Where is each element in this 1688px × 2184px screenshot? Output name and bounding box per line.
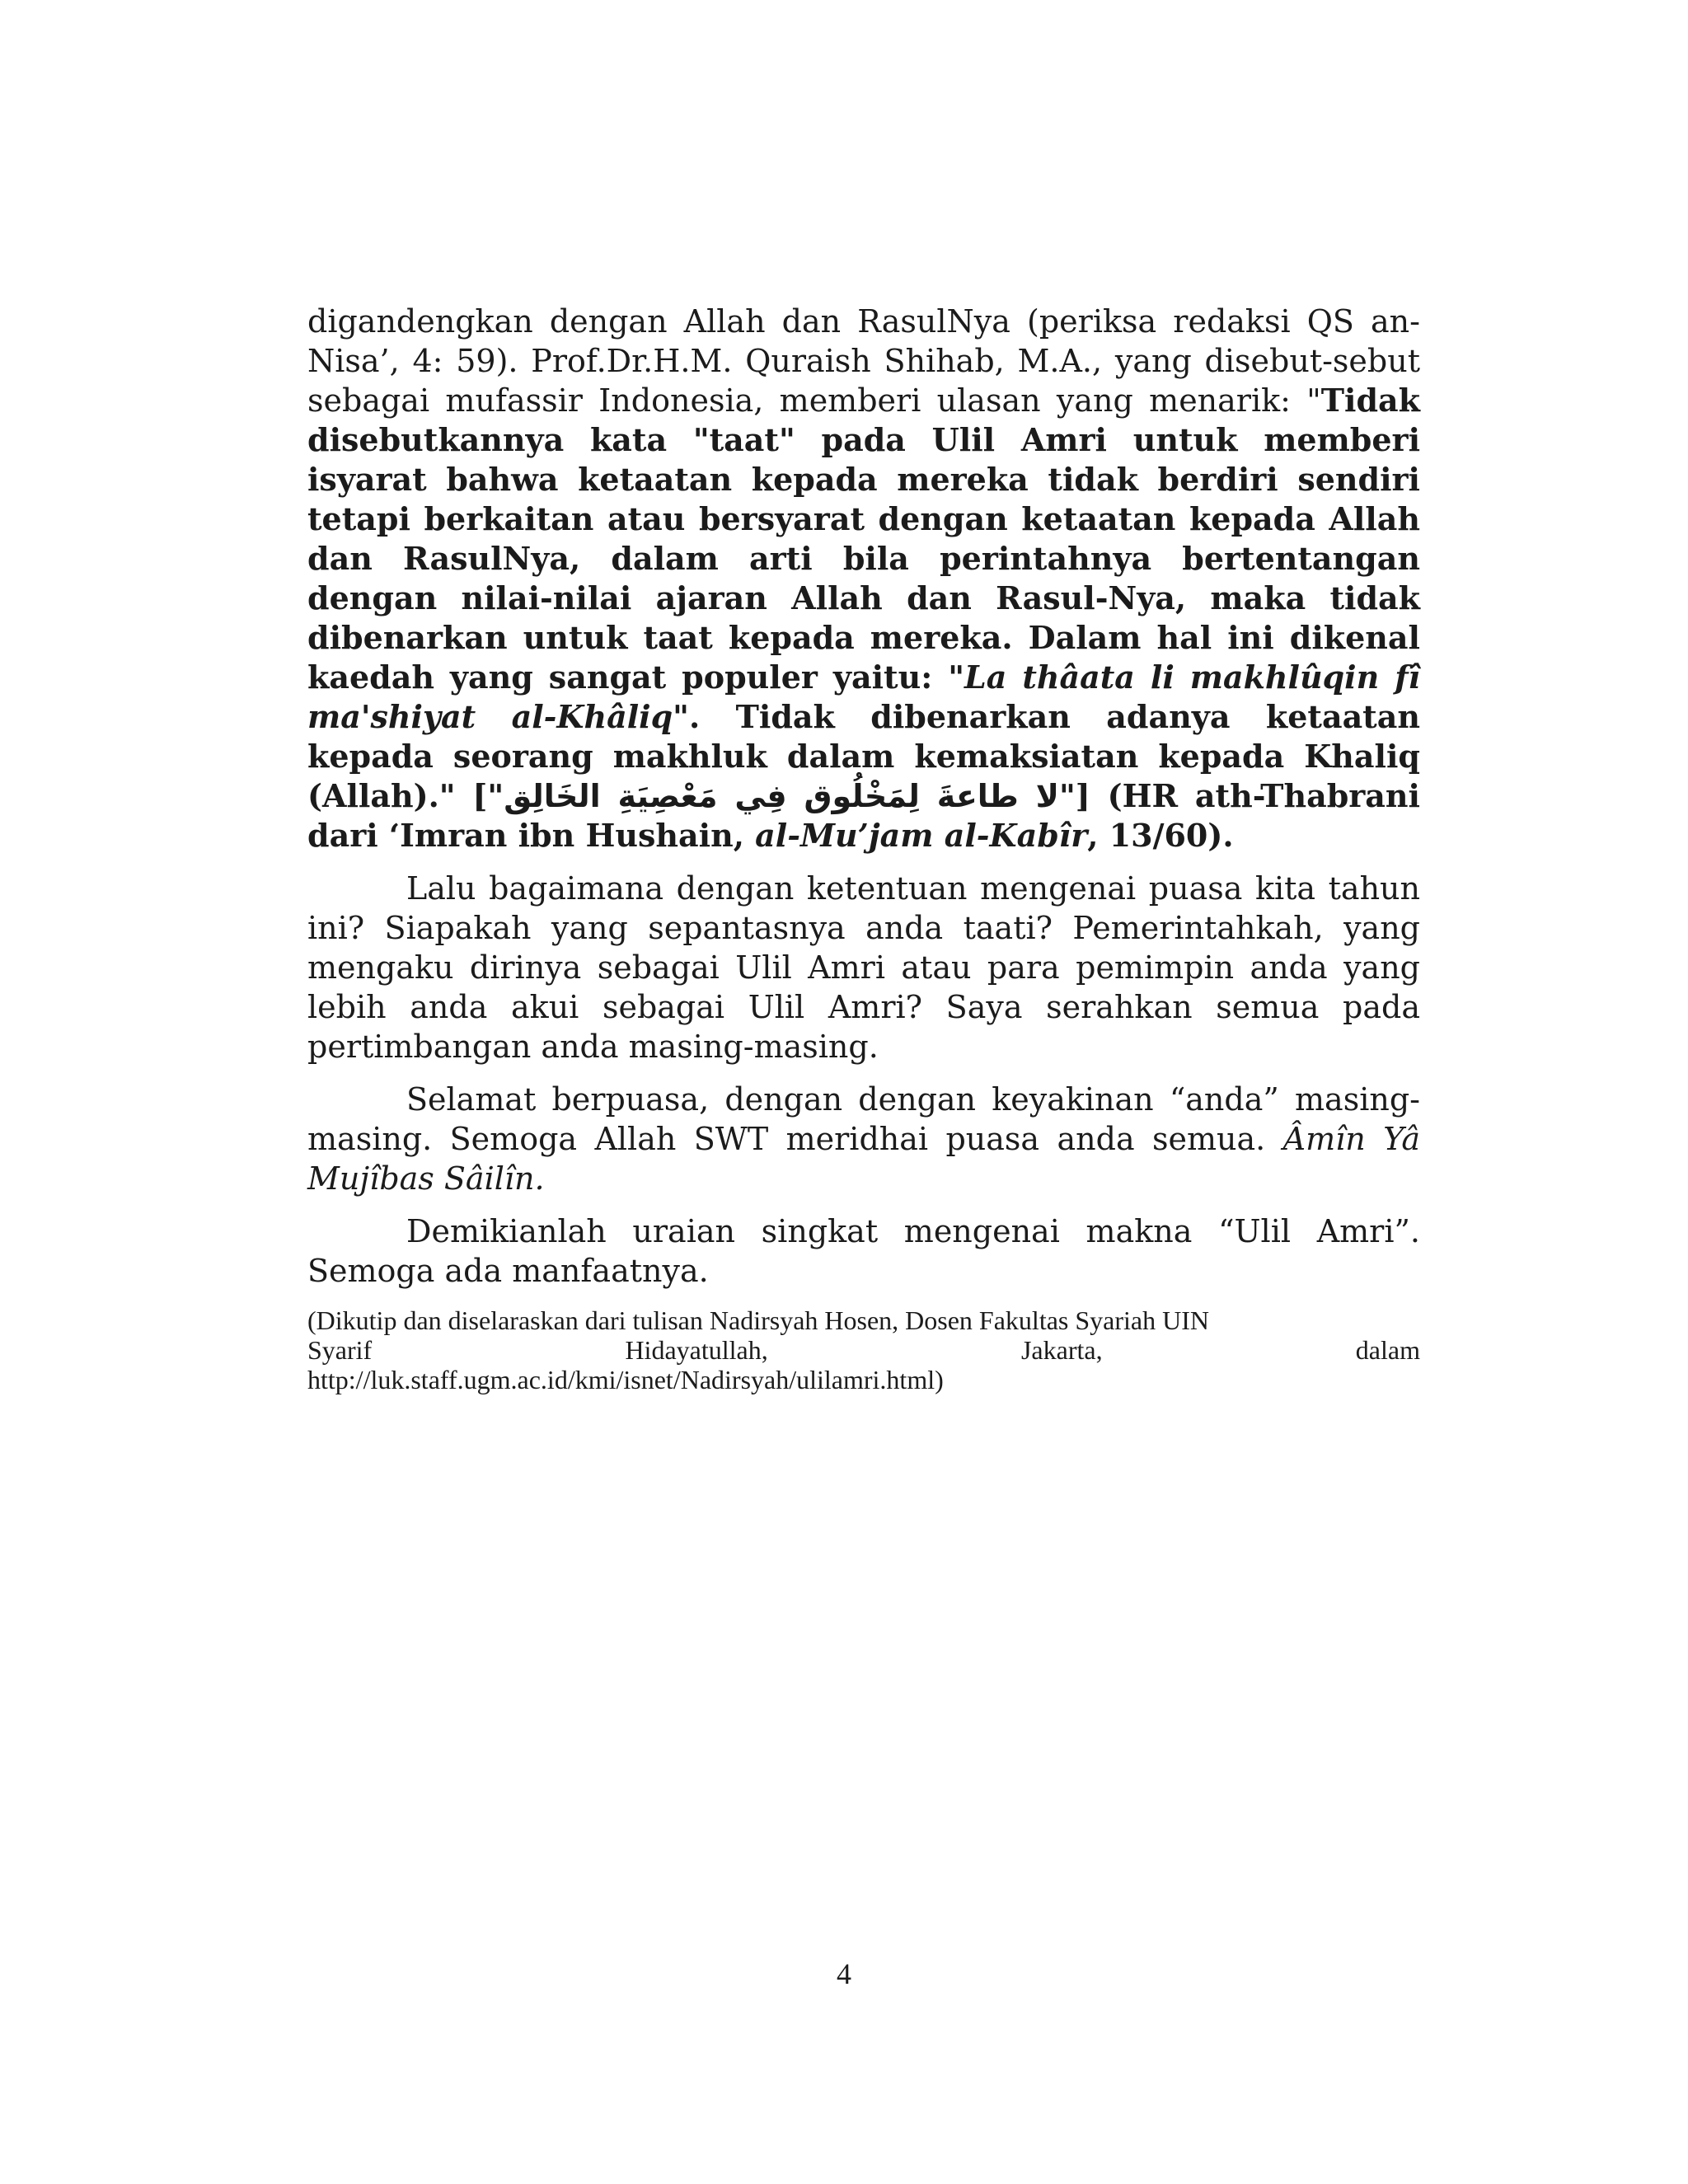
paragraph-greeting — [307, 1080, 1420, 1198]
hadith-citation: "] (HR ath-Thabrani dari ‘Imran ibn Hushain, — [307, 777, 1420, 854]
source-line-2 — [307, 1335, 1420, 1365]
book-title: al-Mu’jam al-Kabîr — [755, 817, 1088, 854]
page-number: 4 — [837, 1957, 851, 1990]
paragraph-intro: digandengkan dengan Allah dan RasulNya (periksa redaksi QS an-Nisa’, 4: 59). Prof.Dr.H.M. Quraish Shihab, M.A., yang disebut-sebut sebagai mufassir Indonesia, memberi ulasan yang menarik: " — [307, 303, 1420, 419]
source-url: http://luk.staff.ugm.ac.id/kmi/isnet/Nadirsyah/ulilamri.html) — [307, 1365, 944, 1394]
greeting-prayer: Âmîn Yâ Mujîbas Sâilîn. — [307, 1121, 1420, 1197]
bold-quote: Tidak disebutkannya kata "taat" pada Ulil Amri untuk memberi isyarat bahwa ketaatan kepada mereka tidak berdiri sendiri tetapi berkaitan atau bersyarat dengan ketaatan kepada Allah dan RasulNya, dalam arti bila perintahnya bertentangan dengan nilai-nilai ajaran Allah dan Rasul-Nya, maka tidak dibenarkan untuk taat kepada mereka. Dalam hal ini dikenal kaedah yang sangat populer yaitu: " — [307, 382, 1420, 696]
source-note — [307, 1305, 1420, 1394]
source-line-1: (Dikutip dan diselaraskan dari tulisan Nadirsyah Hosen, Dosen Fakultas Syariah UIN — [307, 1305, 1209, 1335]
paragraph-quraish-shihab-quote — [307, 302, 1420, 855]
source-word: Hidayatullah, — [625, 1335, 768, 1365]
citation-reference: , 13/60). — [1087, 817, 1234, 854]
body-text — [307, 302, 1420, 1394]
paragraph-question: Lalu bagaimana dengan ketentuan mengenai puasa kita tahun ini? Siapakah yang sepantasnya anda taati? Pemerintahkah, yang mengaku dirinya sebagai Ulil Amri atau para pemimpin anda yang lebih anda akui sebagai Ulil Amri? Saya serahkan semua pada pertimbangan anda masing-masing. — [307, 870, 1420, 1065]
paragraph-closing: Demikianlah uraian singkat mengenai makna “Ulil Amri”. Semoga ada manfaatnya. — [307, 1213, 1420, 1289]
bold-quote-continued: ". Tidak dibenarkan adanya ketaatan kepada seorang makhluk dalam kemaksiatan kepada Khaliq (Allah)." [" — [307, 698, 1420, 814]
source-word: dalam — [1355, 1335, 1420, 1365]
source-word: Jakarta, — [1020, 1335, 1103, 1365]
source-word: Syarif — [307, 1335, 373, 1365]
arabic-text: لا طاعةَ لِمَخْلُوق فِي مَعْصِيَةِ الخَالِق — [504, 778, 1059, 814]
greeting-text: Selamat berpuasa, dengan dengan keyakinan “anda” masing-masing. Semoga Allah SWT meridhai puasa anda semua. — [307, 1081, 1420, 1157]
italic-arabic-transliteration: La thâata li makhlûqin fî ma'shiyat al-Khâliq — [307, 658, 1420, 735]
